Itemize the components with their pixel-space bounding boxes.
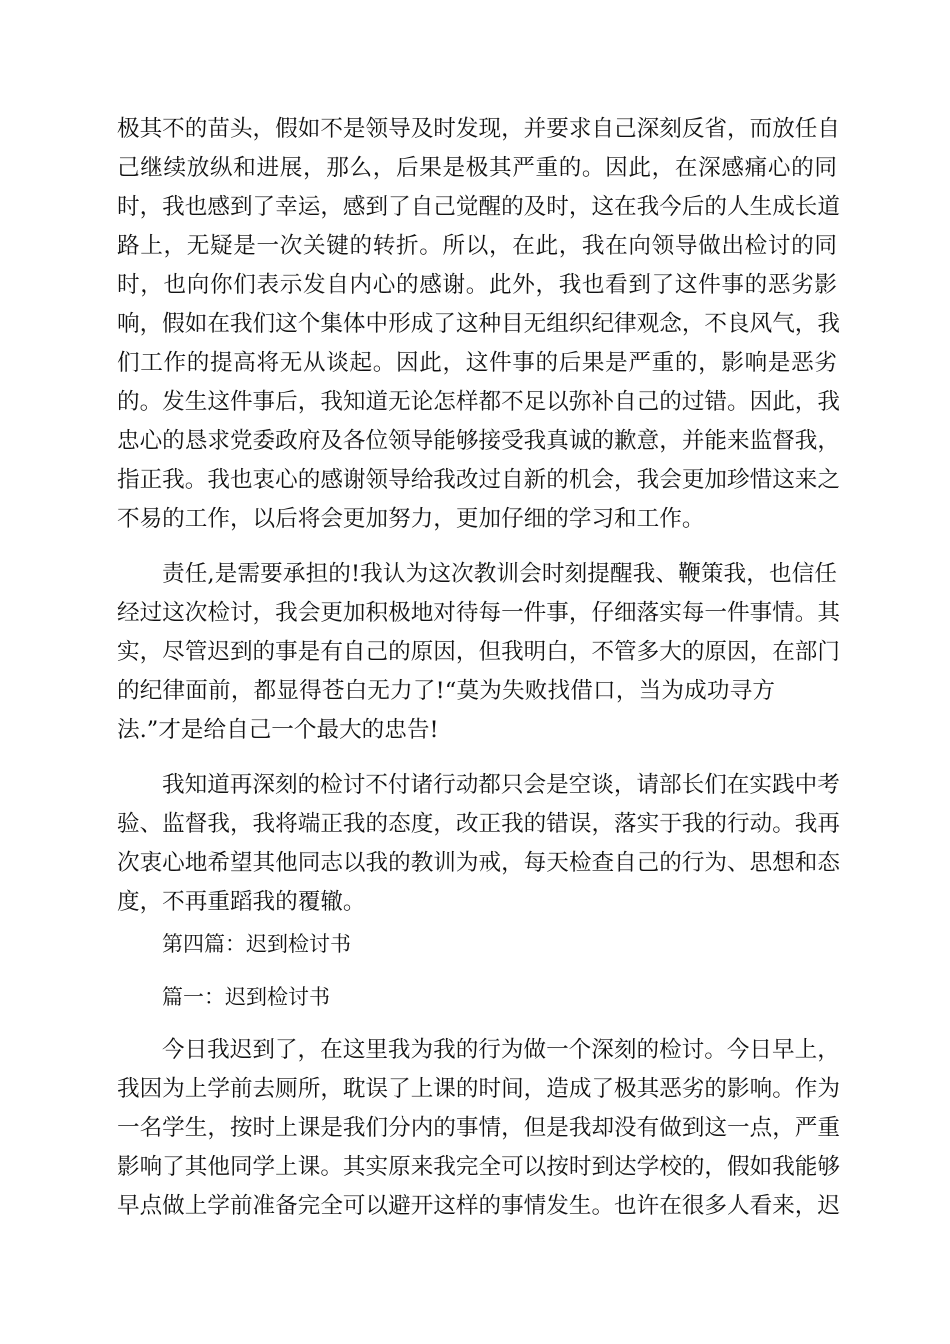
section-heading: 第四篇：迟到检讨书 [162, 932, 351, 956]
text-line: 路上，无疑是一次关键的转折。所以，在此，我在向领导做出检讨的同 [117, 233, 837, 259]
text-line: 实，尽管迟到的事是有自己的原因，但我明白，不管多大的原因，在部门 [117, 639, 840, 665]
text-line: 时，也向你们表示发自内心的感谢。此外，我也看到了这件事的恶劣影 [117, 272, 837, 298]
text-line: 忠心的恳求党委政府及各位领导能够接受我真诚的歉意，并能来监督我， [117, 428, 840, 454]
text-line: 极其不的苗头，假如不是领导及时发现，并要求自己深刻反省，而放任自 [117, 116, 840, 142]
text-line: 不易的工作，以后将会更加努力，更加仔细的学习和工作。 [117, 506, 705, 532]
text-line: 我因为上学前去厕所，耽误了上课的时间，造成了极其恶劣的影响。作为 [117, 1076, 840, 1102]
text-line: 己继续放纵和进展，那么，后果是极其严重的。因此，在深感痛心的同 [117, 155, 837, 181]
text-line: 影响了其他同学上课。其实原来我完全可以按时到达学校的，假如我能够 [117, 1154, 840, 1180]
text-line: 一名学生，按时上课是我们分内的事情，但是我却没有做到这一点，严重 [117, 1115, 840, 1141]
text-line: 法.”才是给自己一个最大的忠告! [117, 717, 439, 743]
text-line: 的。发生这件事后，我知道无论怎样都不足以弥补自己的过错。因此，我 [117, 389, 840, 415]
text-line: 度，不再重蹈我的覆辙。 [117, 889, 366, 915]
text-line: 指正我。我也衷心的感谢领导给我改过自新的机会，我会更加珍惜这来之 [117, 467, 840, 493]
text-line: 时，我也感到了幸运，感到了自己觉醒的及时，这在我今后的人生成长道 [117, 194, 840, 220]
section-subheading: 篇一：迟到检讨书 [162, 985, 330, 1009]
text-line: 今日我迟到了，在这里我为我的行为做一个深刻的检讨。今日早上， [162, 1037, 840, 1063]
text-line: 的纪律面前，都显得苍白无力了!“莫为失败找借口，当为成功寻方 [117, 678, 775, 704]
text-line: 们工作的提高将无从谈起。因此，这件事的后果是严重的，影响是恶劣 [117, 350, 837, 376]
text-line: 经过这次检讨，我会更加积极地对待每一件事，仔细落实每一件事情。其 [117, 600, 840, 626]
text-line: 我知道再深刻的检讨不付诸行动都只会是空谈，请部长们在实践中考 [162, 772, 840, 798]
text-line: 次衷心地希望其他同志以我的教训为戒，每天检查自己的行为、思想和态 [117, 850, 840, 876]
text-line: 责任,是需要承担的!我认为这次教训会时刻提醒我、鞭策我，也信任 [162, 561, 837, 587]
text-line: 响，假如在我们这个集体中形成了这种目无组织纪律观念，不良风气，我 [117, 311, 840, 337]
text-line: 早点做上学前准备完全可以避开这样的事情发生。也许在很多人看来，迟 [117, 1193, 840, 1219]
text-line: 验、监督我，我将端正我的态度，改正我的错误，落实于我的行动。我再 [117, 811, 840, 837]
